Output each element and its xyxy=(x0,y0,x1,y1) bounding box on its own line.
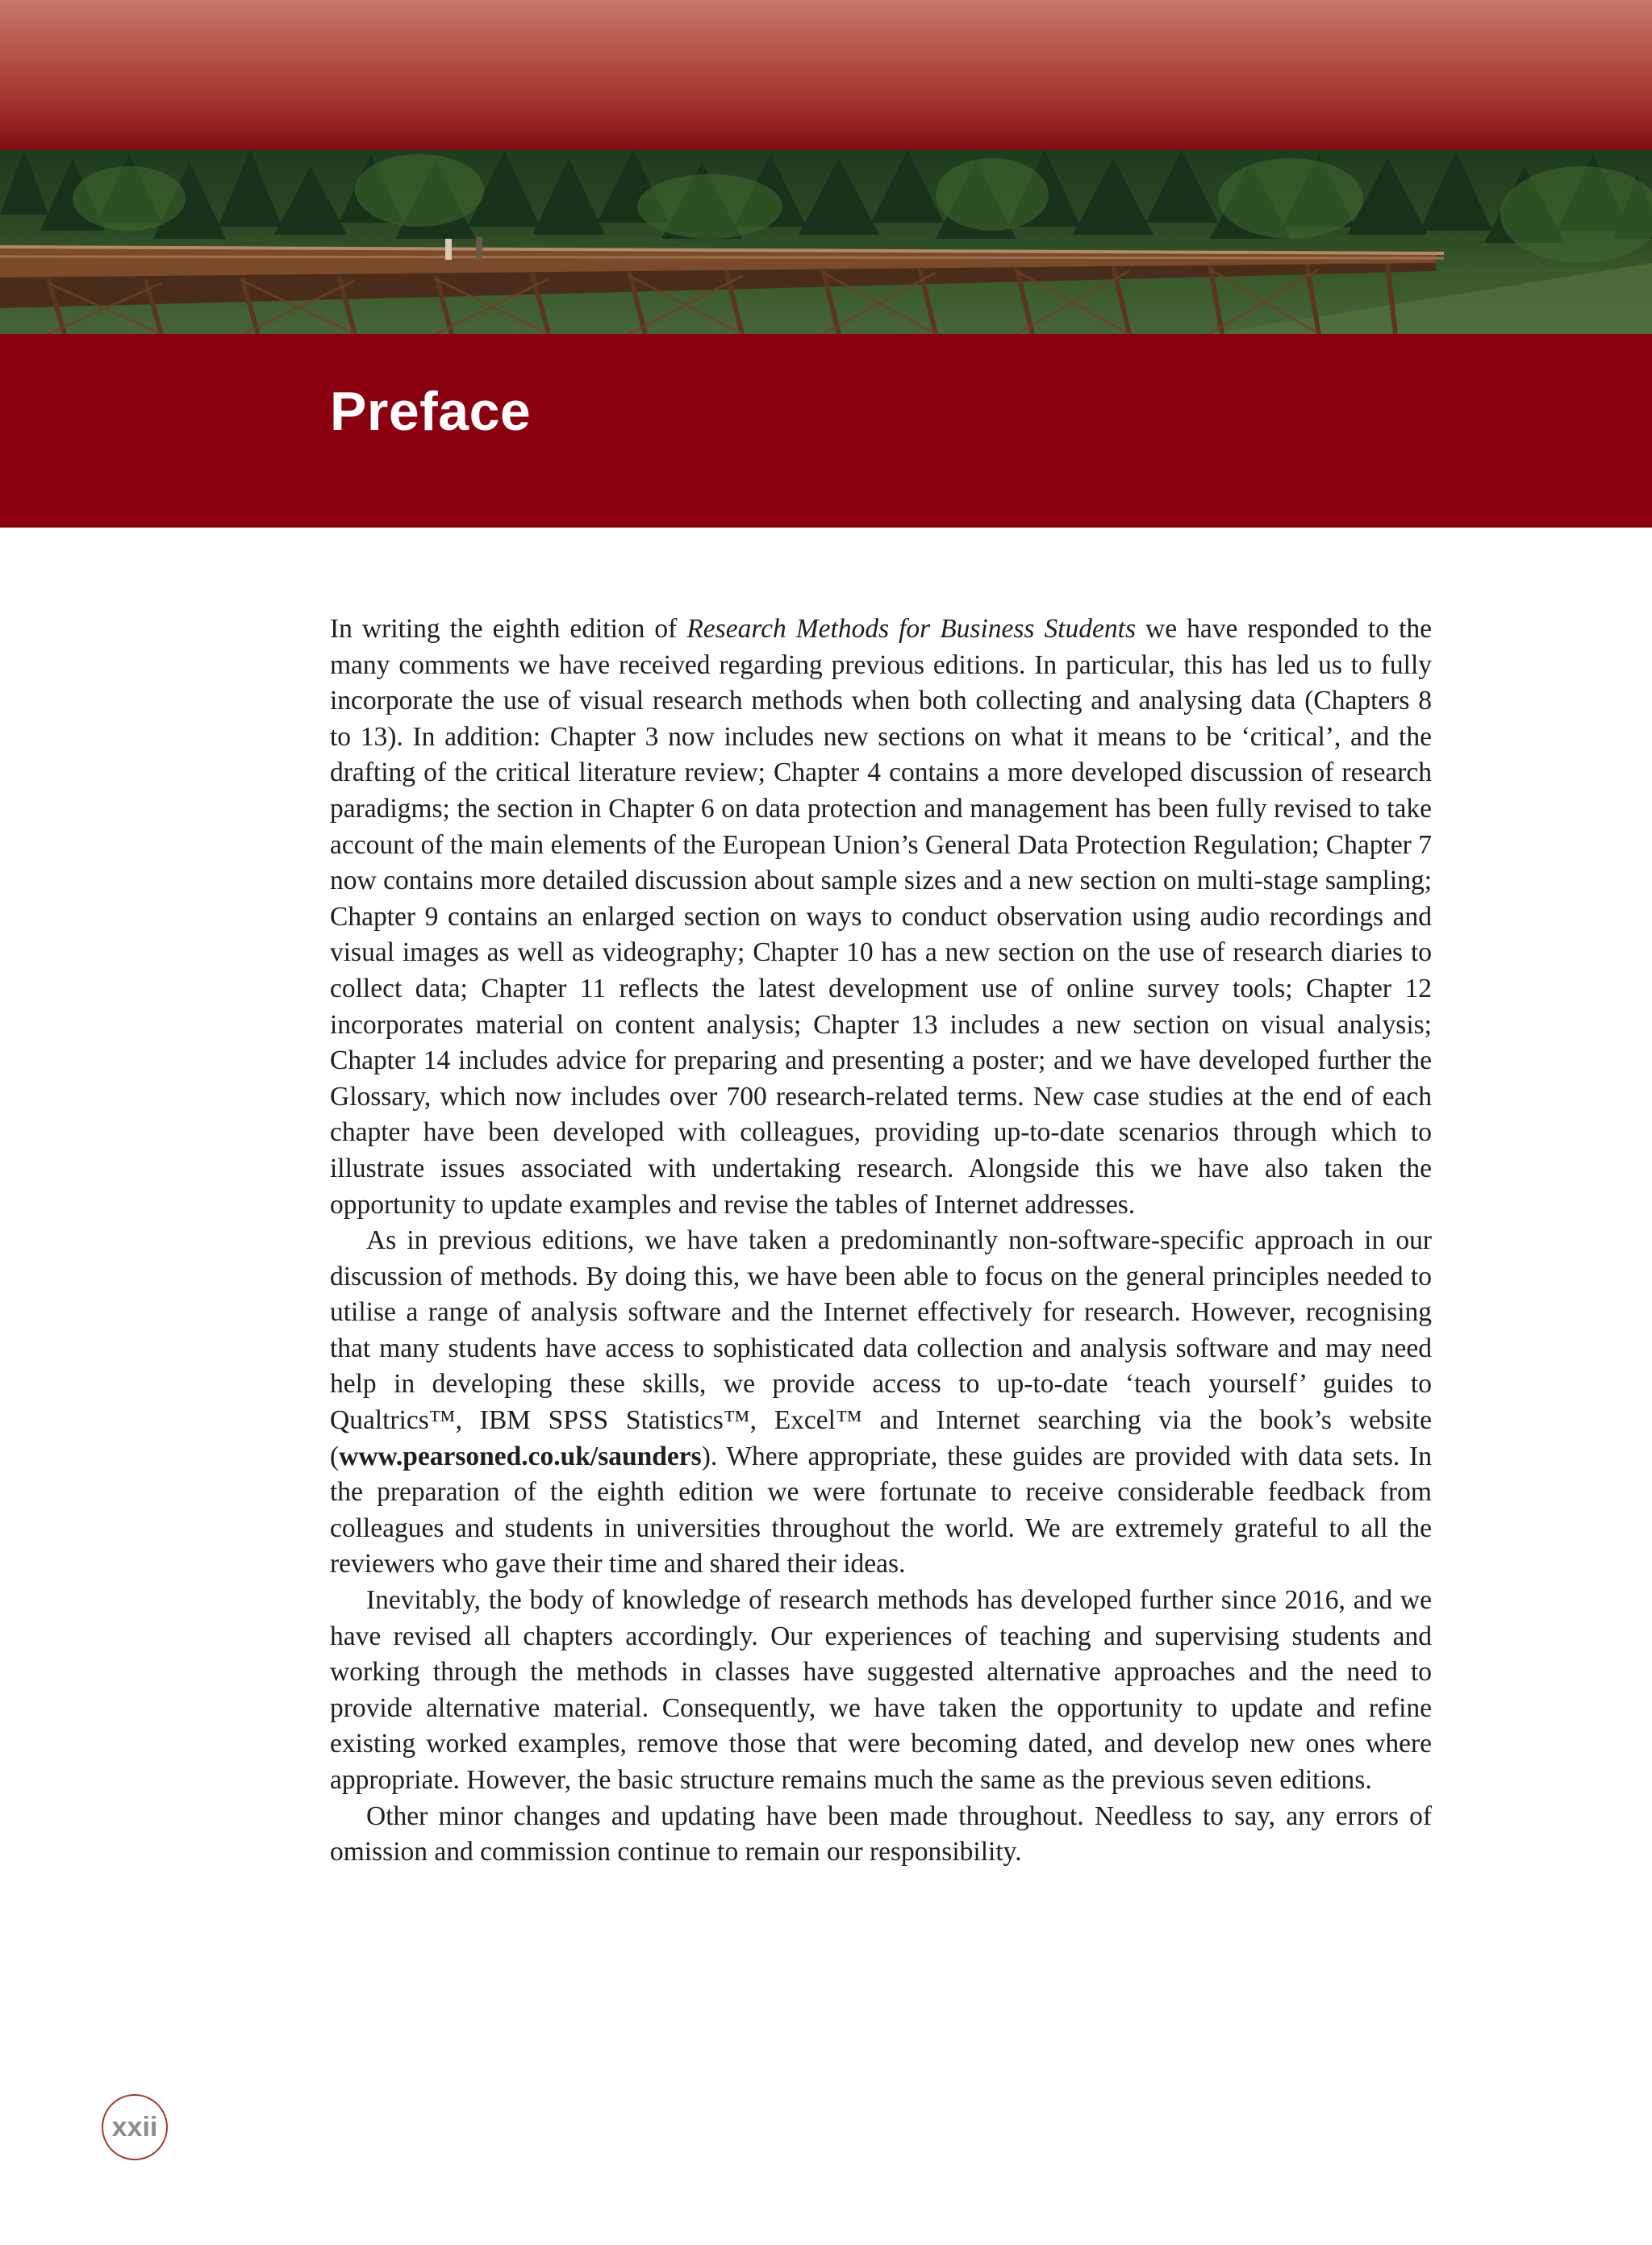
paragraph-text: In writing the eighth edition of xyxy=(330,614,687,644)
preface-paragraph xyxy=(330,611,1432,1223)
preface-body xyxy=(330,611,1432,1871)
page-title: Preface xyxy=(330,381,532,442)
paragraph-text: we have responded to the many comments we have received regarding previous editions. In particular, this has led us to fully incorporate the use of visual research methods when both collecting and analysing data (Chapters 8 to 13). In addition: Chapter 3 now includes new sections on what it means to be ‘critical’, and the drafting of the critical literature review; Chapter 4 contains a more developed discussion of research paradigms; the section in Chapter 6 on data protection and management has been fully revised to take account of the main elements of the European Union’s General Data Protection Regulation; Chapter 7 now contains more detailed discussion about sample sizes and a new section on multi-stage sampling; Chapter 9 contains an enlarged section on ways to conduct observation using audio recordings and visual images as well as videography; Chapter 10 has a new section on the use of research diaries to collect data; Chapter 11 reflects the latest development use of online survey tools; Chapter 12 incorporates material on content analysis; Chapter 13 includes a new section on visual analysis; Chapter 14 includes advice for preparing and presenting a poster; and we have developed further the Glossary, which now includes over 700 research-related terms. New case studies at the end of each chapter have been developed with colleagues, providing up-to-date scenarios through which to illustrate issues associated with undertaking research. Alongside this we have also taken the opportunity to update examples and revise the tables of Internet addresses. xyxy=(330,614,1432,1220)
preface-paragraph xyxy=(330,1223,1432,1583)
website-link[interactable]: www.pearsoned.co.uk/saunders xyxy=(339,1441,702,1471)
title-band xyxy=(0,334,1652,528)
header-gradient-band xyxy=(0,0,1652,150)
paragraph-text: ). Where appropriate, these guides are provided with data sets. In the preparation of the eighth edition we were fortunate to receive considerable feedback from colleagues and students in universities throughout the world. We are extremely grateful to all the reviewers who gave their time and shared their ideas. xyxy=(330,1441,1432,1579)
paragraph-text: Other minor changes and updating have been made throughout. Needless to say, any errors of omission and commission continue to remain our responsibility. xyxy=(330,1801,1432,1867)
book-title: Research Methods for Business Students xyxy=(686,614,1136,644)
preface-paragraph xyxy=(330,1799,1432,1871)
paragraph-text: Inevitably, the body of knowledge of research methods has developed further since 2016, and we have revised all chapters accordingly. Our experiences of teaching and supervising students and working through the methods in classes have suggested alternative approaches and the need to provide alternative material. Consequently, we have taken the opportunity to update and refine existing worked examples, remove those that were becoming dated, and develop new ones where appropriate. However, the basic structure remains much the same as the previous seven editions. xyxy=(330,1585,1432,1795)
preface-paragraph xyxy=(330,1583,1432,1799)
header-photo xyxy=(0,150,1652,334)
paragraph-text: As in previous editions, we have taken a predominantly non-software-specific approach in our discussion of methods. By doing this, we have been able to focus on the general principles needed to utilise a range of analysis software and the Internet effectively for research. However, recognising that many students have access to sophisticated data collection and analysis software and may need help in developing these skills, we provide access to up-to-date ‘teach yourself’ guides to Qualtrics™, IBM SPSS Statistics™, Excel™ and Internet searching via the book’s website ( xyxy=(330,1225,1432,1471)
page-number-badge: xxii xyxy=(102,2094,168,2160)
